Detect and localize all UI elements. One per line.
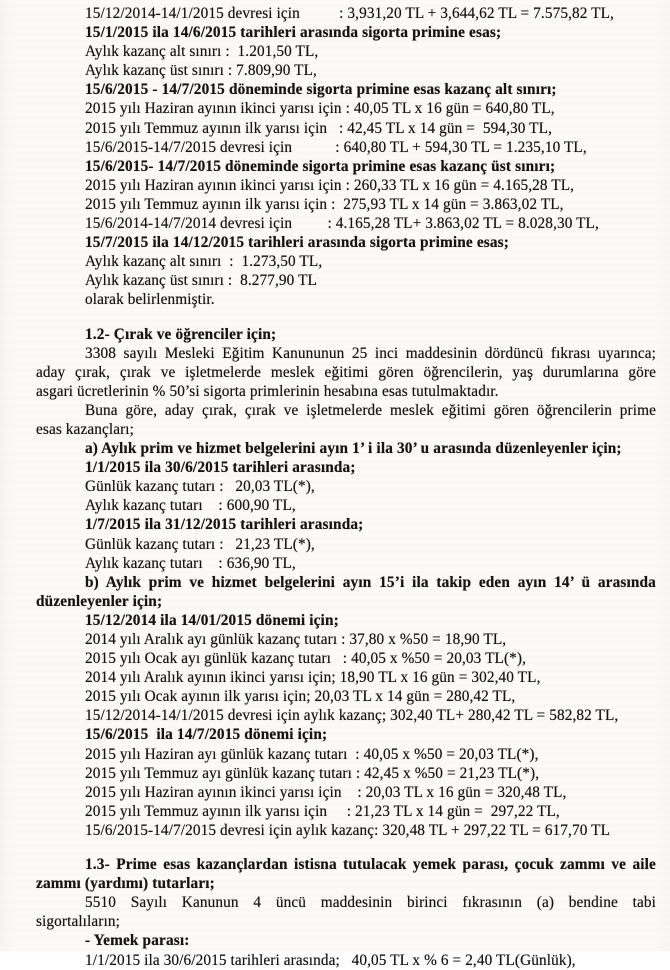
text-line: 2014 yılı Aralık ayı günlük kazanç tutarı : 37,80 x %50 = 18,90 TL, <box>85 631 507 648</box>
text-line: Günlük kazanç tutarı : 21,23 TL(*), <box>85 535 315 553</box>
text-line: 15/6/2015- 14/7/2015 döneminde sigorta primine esas kazanç üst sınırı; <box>85 157 556 175</box>
text-line: 1.2- Çırak ve öğrenciler için; <box>85 325 277 343</box>
text-line: Buna göre, aday çırak, çırak ve işletmelerde meslek eğitimi gören öğrencilerin prime <box>85 401 656 419</box>
text-line: 1.3- Prime esas kazançlardan istisna tutulacak yemek parası, çocuk zammı ve aile <box>85 856 656 874</box>
text-line: 2015 yılı Haziran ayı günlük kazanç tutarı : 40,05 x %50 = 20,03 TL(*), <box>85 745 539 763</box>
text-line: 2015 yılı Haziran ayının ikinci yarısı için : 20,03 TL x 16 gün = 320,48 TL, <box>85 783 567 801</box>
text-line: 2015 yılı Haziran ayının ikinci yarısı için : 260,33 TL x 16 gün = 4.165,28 TL, <box>85 176 575 194</box>
text-line: Aylık kazanç alt sınırı : 1.201,50 TL, <box>85 43 319 61</box>
text-line: 2014 yılı Aralık ayının ikinci yarısı için; 18,90 TL x 16 gün = 302,40 TL, <box>85 669 541 687</box>
text-line: 15/1/2015 ila 14/6/2015 tarihleri arasında sigorta primine esas; <box>85 24 502 42</box>
text-line: 1/7/2015 ila 31/12/2015 tarihleri arasında; <box>85 516 364 534</box>
text-line: sigortalıların; <box>36 913 120 931</box>
text-line: 2015 yılı Temmuz ayının ilk yarısı için : 21,23 TL x 14 gün = 297,22 TL, <box>85 802 560 820</box>
text-line: 2015 yılı Temmuz ayının ilk yarısı için : 275,93 TL x 14 gün = 3.863,02 TL, <box>85 195 564 213</box>
text-line: b) Aylık prim ve hizmet belgelerini ayın 15’i ila takip eden ayın 14’ ü arasında <box>85 573 656 591</box>
text-line: - Yemek parası: <box>85 932 190 950</box>
text-line: 15/6/2015-14/7/2015 devresi için aylık kazanç: 320,48 TL + 297,22 TL = 617,70 TL <box>85 821 611 839</box>
text-line: 15/6/2015 ila 14/7/2015 dönemi için; <box>85 726 328 744</box>
text-line: 2015 yılı Ocak ayı günlük kazanç tutarı : 40,05 x %50 = 20,03 TL(*), <box>85 650 527 668</box>
text-line: 15/6/2015 - 14/7/2015 döneminde sigorta primine esas kazanç alt sınırı; <box>85 81 557 99</box>
text-line: esas kazançları; <box>36 420 134 438</box>
text-line: düzenleyenler için; <box>36 592 163 610</box>
text-line: Günlük kazanç tutarı : 20,03 TL(*), <box>85 478 315 496</box>
text-line: aday çırak, çırak ve işletmelerde meslek eğitimi gören öğrencilerin, yaş durumlarına göre <box>36 363 656 381</box>
text-line: zammı (yardımı) tutarları; <box>36 875 215 893</box>
text-line: 15/6/2015-14/7/2015 devresi için : 640,80 TL + 594,30 TL = 1.235,10 TL, <box>85 138 587 156</box>
document-text-block <box>36 4 656 970</box>
text-line: 2015 yılı Haziran ayının ikinci yarısı için : 40,05 TL x 16 gün = 640,80 TL, <box>85 100 555 118</box>
text-line: 15/6/2014-14/7/2014 devresi için : 4.165,28 TL+ 3.863,02 TL = 8.028,30 TL, <box>85 215 599 233</box>
text-line: 15/12/2014-14/1/2015 devresi için aylık kazanç; 302,40 TL+ 280,42 TL = 582,82 TL, <box>85 707 619 725</box>
text-line: 2015 yılı Temmuz ayının ilk yarısı için : 42,45 TL x 14 gün = 594,30 TL, <box>85 119 552 137</box>
text-line: 5510 Sayılı Kanunun 4 üncü maddesinin birinci fıkrasının (a) bendine tabi <box>85 894 656 912</box>
text-line: 1/1/2015 ila 30/6/2015 tarihleri arasında; <box>85 459 356 477</box>
text-line: Aylık kazanç üst sınırı : 7.809,90 TL, <box>85 62 317 80</box>
text-line: 2015 yılı Ocak ayının ilk yarısı için; 20,03 TL x 14 gün = 280,42 TL, <box>85 688 516 706</box>
text-line: Aylık kazanç tutarı : 636,90 TL, <box>85 554 296 572</box>
text-line: a) Aylık prim ve hizmet belgelerini ayın 1’ i ila 30’ u arasında düzenleyenler için; <box>85 440 622 458</box>
text-line: asgari ücretlerinin % 50’si sigorta primlerinin hesabına esas tutulmaktadır. <box>36 382 499 400</box>
text-line: 3308 sayılı Mesleki Eğitim Kanununun 25 inci maddesinin dördüncü fıkrası uyarınca; <box>85 344 656 362</box>
text-line: Aylık kazanç üst sınırı : 8.277,90 TL <box>85 272 317 290</box>
text-line: Aylık kazanç alt sınırı : 1.273,50 TL, <box>85 253 323 271</box>
text-line: 15/12/2014-14/1/2015 devresi için : 3,931,20 TL + 3,644,62 TL = 7.575,82 TL, <box>85 5 614 22</box>
text-line: olarak belirlenmiştir. <box>85 291 215 309</box>
text-line: 15/12/2014 ila 14/01/2015 dönemi için; <box>85 611 339 629</box>
text-line: 2015 yılı Temmuz ayı günlük kazanç tutarı : 42,45 x %50 = 21,23 TL(*), <box>85 764 540 782</box>
text-line: Aylık kazanç tutarı : 600,90 TL, <box>85 497 296 515</box>
text-line: 1/1/2015 ila 30/6/2015 tarihleri arasında; 40,05 TL x % 6 = 2,40 TL(Günlük), <box>85 951 576 969</box>
text-line: 15/7/2015 ila 14/12/2015 tarihleri arasında sigorta primine esas; <box>85 234 510 252</box>
